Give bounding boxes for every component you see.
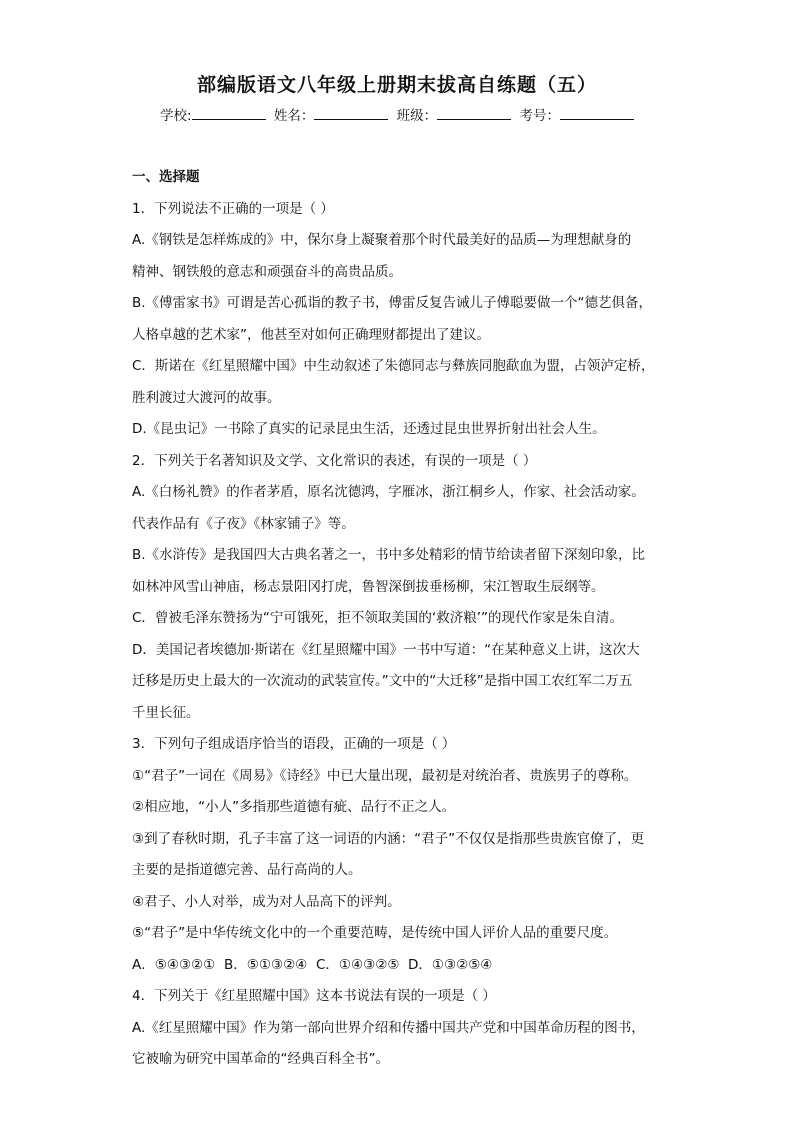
option-b: B．⑤①③②④ — [224, 956, 308, 973]
question-line: D.《昆虫记》一书除了真实的记录昆虫生活，还透过昆虫世界折射出社会人生。 — [132, 421, 606, 437]
question-body — [132, 162, 672, 1076]
question-line: ⑤“君子”是中华传统文化中的一个重要范畴，是传统中国人评价人品的重要尺度。 — [132, 925, 618, 941]
question-line: ④君子、小人对举，成为对人品高下的评判。 — [132, 893, 401, 910]
question-line: 4．下列关于《红星照耀中国》这本书说法有误的一项是（ ） — [132, 988, 496, 1004]
question-line: A.《白杨礼赞》的作者茅盾，原名沈德鸿，字雁冰，浙江桐乡人，作家、社会活动家。 — [132, 484, 645, 500]
question-line: B.《水浒传》是我国四大古典名著之一，书中多处精彩的情节给读者留下深刻印象，比 — [132, 547, 646, 563]
question-line: 代表作品有《子夜》《林家铺子》等。 — [132, 515, 355, 532]
question-line: ③到了春秋时期，孔子丰富了这一词语的内涵：“君子”不仅仅是指那些贵族官僚了，更 — [132, 830, 645, 847]
answer-options — [132, 950, 672, 982]
option-d: D．①③②⑤④ — [408, 956, 493, 973]
question-line: ②相应地，“小人”多指那些道德有疵、品行不正之人。 — [132, 799, 456, 815]
question-line: 主要的是指道德完善、品行高尚的人。 — [132, 862, 362, 878]
question-line: D．美国记者埃德加·斯诺在《红星照耀中国》一书中写道：“在某种意义上讲，这次大 — [132, 641, 640, 658]
question-line: 千里长征。 — [132, 704, 200, 721]
name-label: 姓名： — [273, 108, 315, 124]
page-title: 部编版语文八年级上册期末拔高自练题（五） — [196, 74, 597, 96]
question-line: B.《傅雷家书》可谓是苦心孤诣的教子书，傅雷反复告诫儿子傅聪要做一个“德艺俱备， — [132, 295, 653, 311]
question-line: 2．下列关于名著知识及文学、文化常识的表述，有误的一项是（ ） — [132, 452, 537, 469]
question-line: C．曾被毛泽东赞扬为“宁可饿死，拒不领取美国的‘救济粮’”的现代作家是朱自清。 — [132, 610, 623, 626]
question-line: C．斯诺在《红星照耀中国》中生动叙述了朱德同志与彝族同胞歃血为盟，占领泸定桥， — [132, 358, 655, 374]
question-line: 它被喻为研究中国革命的“经典百科全书”。 — [132, 1051, 389, 1067]
school-label: 学校: — [160, 108, 192, 124]
question-line: 胜利渡过大渡河的故事。 — [132, 389, 281, 406]
question-line: A.《钢铁是怎样炼成的》中，保尔身上凝聚着那个时代最美好的品质—为理想献身的 — [132, 232, 632, 248]
question-line: A.《红星照耀中国》作为第一部向世界介绍和传播中国共产党和中国革命历程的图书， — [132, 1019, 645, 1036]
school-blank — [192, 107, 266, 120]
question-line: 迁移是历史上最大的一次流动的武装宣传。”文中的“大迁移”是指中国工农红军二万五 — [132, 673, 633, 689]
exam-number-label: 考号： — [519, 108, 560, 124]
question-line: 3．下列句子组成语序恰当的语段，正确的一项是（ ） — [132, 736, 456, 752]
question-line: 人格卓越的艺术家”，他甚至对如何正确理财都提出了建议。 — [132, 326, 490, 343]
option-c: C．①④③②⑤ — [316, 956, 400, 973]
option-a: A．⑤④③②① — [132, 956, 216, 973]
class-blank — [437, 107, 511, 120]
name-blank — [314, 107, 388, 120]
question-line: 1．下列说法不正确的一项是（ ） — [132, 200, 334, 217]
question-line: 如林冲风雪山神庙，杨志景阳冈打虎，鲁智深倒拔垂杨柳，宋江智取生辰纲等。 — [132, 578, 605, 595]
question-line: ①“君子”一词在《周易》《诗经》中已大量出现，最初是对统治者、贵族男子的尊称。 — [132, 767, 638, 784]
class-label: 班级： — [396, 108, 438, 124]
question-line: 精神、钢铁般的意志和顽强奋斗的高贵品质。 — [132, 263, 402, 280]
exam-number-blank — [560, 107, 634, 120]
section-heading: 一、选择题 — [132, 169, 200, 185]
student-info-row — [0, 104, 794, 124]
